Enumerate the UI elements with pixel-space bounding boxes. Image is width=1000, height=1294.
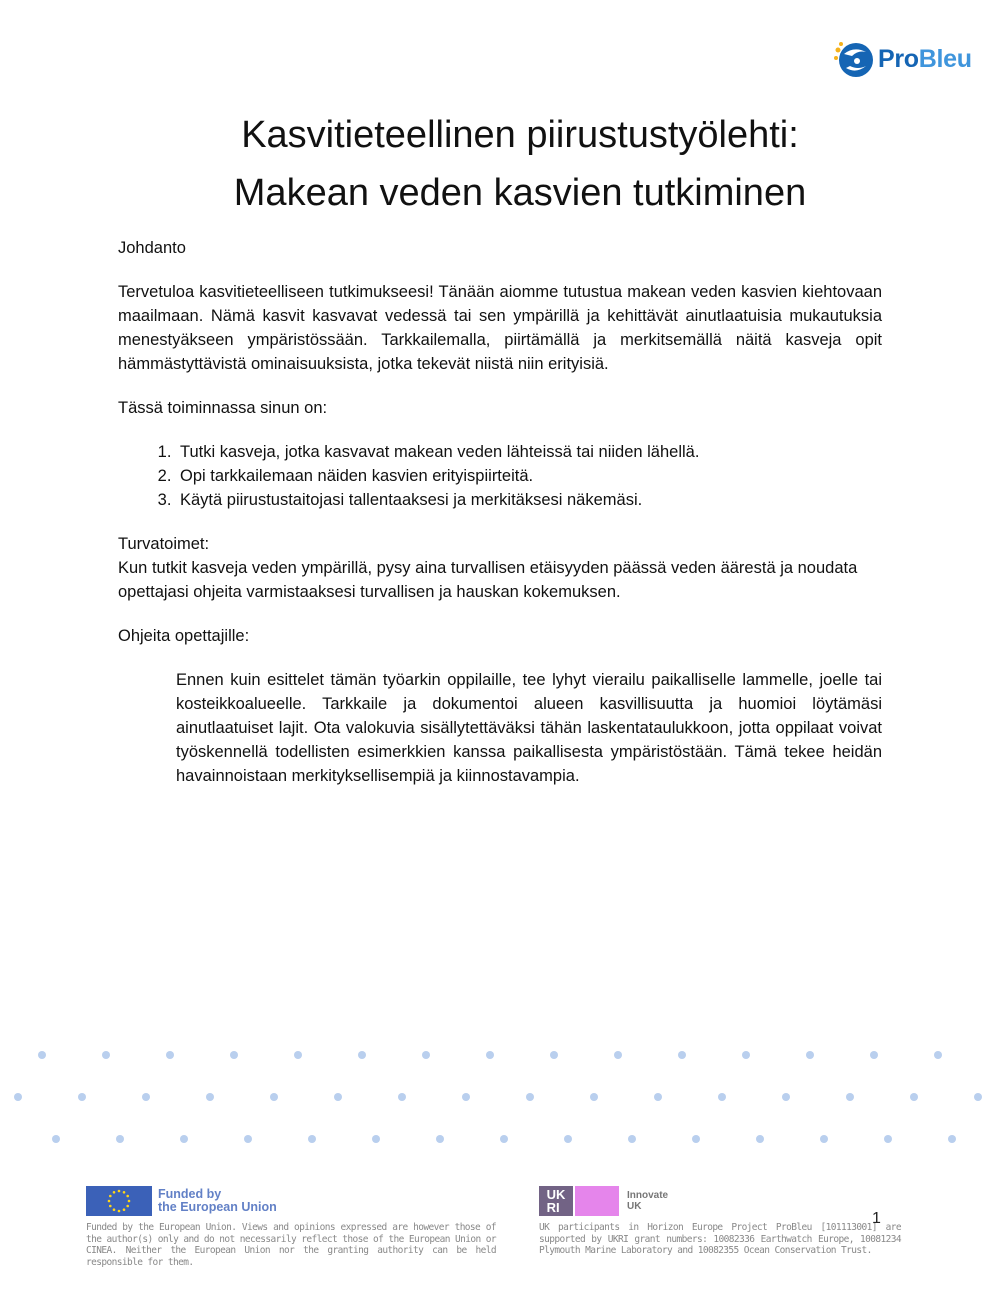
decorative-dot-pattern [0,1040,1000,1150]
decorative-dot [142,1093,150,1101]
decorative-dot [590,1093,598,1101]
intro-paragraph: Tervetuloa kasvitieteelliseen tutkimukseesi! Tänään aiomme tutustua makean veden kasvien kiehtovaan maailmaan. Nämä kasvit kasvavat vedessä tai sen ympärillä ja kehittävät ainutlaatuisia mukautuksia menestyäkseen ympäristössään. Tarkkailemalla, piirtämällä ja merkitsemällä näitä kasveja opit hämmästyttävistä ominaisuuksista, jotka tekevät niistä niin erityisiä. [118,283,882,373]
decorative-dot [358,1051,366,1059]
page-title [60,106,980,222]
ukri-funding-block [539,1186,901,1257]
logo-wordmark: ProBleu [878,44,972,73]
decorative-dot [398,1093,406,1101]
decorative-dot [38,1051,46,1059]
decorative-dot [206,1093,214,1101]
decorative-dot [934,1051,942,1059]
probleu-logo [832,38,972,80]
decorative-dot [294,1051,302,1059]
eu-flag-icon [86,1186,152,1216]
decorative-dot [550,1051,558,1059]
decorative-dot [654,1093,662,1101]
decorative-dot [692,1135,700,1143]
innovate-uk-label: Innovate UK [627,1190,669,1212]
task-item: 1. Tutki kasveja, jotka kasvavat makean veden lähteissä tai niiden lähellä. [176,440,882,464]
decorative-dot [372,1135,380,1143]
eu-funding-block [86,1186,496,1268]
title-line-1: Kasvitieteellinen piirustustyölehti: [241,114,799,156]
decorative-dot [678,1051,686,1059]
decorative-dot [116,1135,124,1143]
decorative-dot [52,1135,60,1143]
decorative-dot [614,1051,622,1059]
decorative-dot [422,1051,430,1059]
page-number: 1 [872,1210,881,1227]
uk-disclaimer: UK participants in Horizon Europe Project ProBleu [101113001] are supported by UKRI grant numbers: 10082336 Earthwatch Europe, 10081234 Plymouth Marine Laboratory and 10082355 Ocean Conservation Trust. [539,1222,901,1256]
eu-funded-label: Funded by the European Union [158,1187,277,1214]
intro-heading: Johdanto [118,239,186,257]
decorative-dot [846,1093,854,1101]
decorative-dot [806,1051,814,1059]
safety-paragraph: Kun tutkit kasveja veden ympärillä, pysy aina turvallisen etäisyyden päässä veden äärestä ja noudata opettajasi ohjeita varmistaaksesi turvallisen ja hauskan kokemuksen. [118,559,858,601]
decorative-dot [308,1135,316,1143]
teacher-paragraph: Ennen kuin esittelet tämän työarkin oppilaille, tee lyhyt vierailu paikalliselle lammelle, joelle tai kosteikkoalueelle. Tarkkaile ja dokumentoi alueen kasvillisuutta ja huomioi löytämäsi ainutlaatuiset lajit. Ota valokuvia sisällytettäväksi tähän laskentataulukkoon, jotta oppilaat voivat työskennellä todellisten esimerkkien kanssa paikallisesta ympäristöstään. Tämä tekee heidän havainnoistaan merkityksellisempiä ja kiinnostavampia. [176,671,882,785]
decorative-dot [870,1051,878,1059]
task-item: 2. Opi tarkkailemaan näiden kasvien erityispiirteitä. [176,464,882,488]
ukri-logo-icon: UK RI [539,1186,573,1216]
decorative-dot [718,1093,726,1101]
decorative-dot [244,1135,252,1143]
decorative-dot [14,1093,22,1101]
decorative-dot [270,1093,278,1101]
decorative-dot [820,1135,828,1143]
innovate-uk-logo-icon [575,1186,619,1216]
task-intro: Tässä toiminnassa sinun on: [118,399,328,417]
decorative-dot [334,1093,342,1101]
decorative-dot [166,1051,174,1059]
decorative-dot [756,1135,764,1143]
decorative-dot [564,1135,572,1143]
decorative-dot [948,1135,956,1143]
decorative-dot [910,1093,918,1101]
decorative-dot [180,1135,188,1143]
decorative-dot [526,1093,534,1101]
eu-disclaimer: Funded by the European Union. Views and opinions expressed are however those of the author(s) only and do not necessarily reflect those of the European Union or CINEA. Neither the European Union nor the granting authority can be held responsible for them. [86,1222,496,1268]
decorative-dot [230,1051,238,1059]
decorative-dot [500,1135,508,1143]
decorative-dot [974,1093,982,1101]
decorative-dot [628,1135,636,1143]
decorative-dot [742,1051,750,1059]
decorative-dot [102,1051,110,1059]
teacher-heading: Ohjeita opettajille: [118,627,250,645]
task-list [118,440,882,512]
decorative-dot [462,1093,470,1101]
probleu-logo-icon [832,38,876,80]
safety-heading: Turvatoimet: [118,535,210,553]
worksheet-body [118,236,882,788]
decorative-dot [782,1093,790,1101]
task-item: 3. Käytä piirustustaitojasi tallentaaksesi ja merkitäksesi näkemäsi. [176,488,882,512]
title-line-2: Makean veden kasvien tutkiminen [233,172,807,214]
decorative-dot [436,1135,444,1143]
decorative-dot [884,1135,892,1143]
decorative-dot [78,1093,86,1101]
decorative-dot [486,1051,494,1059]
